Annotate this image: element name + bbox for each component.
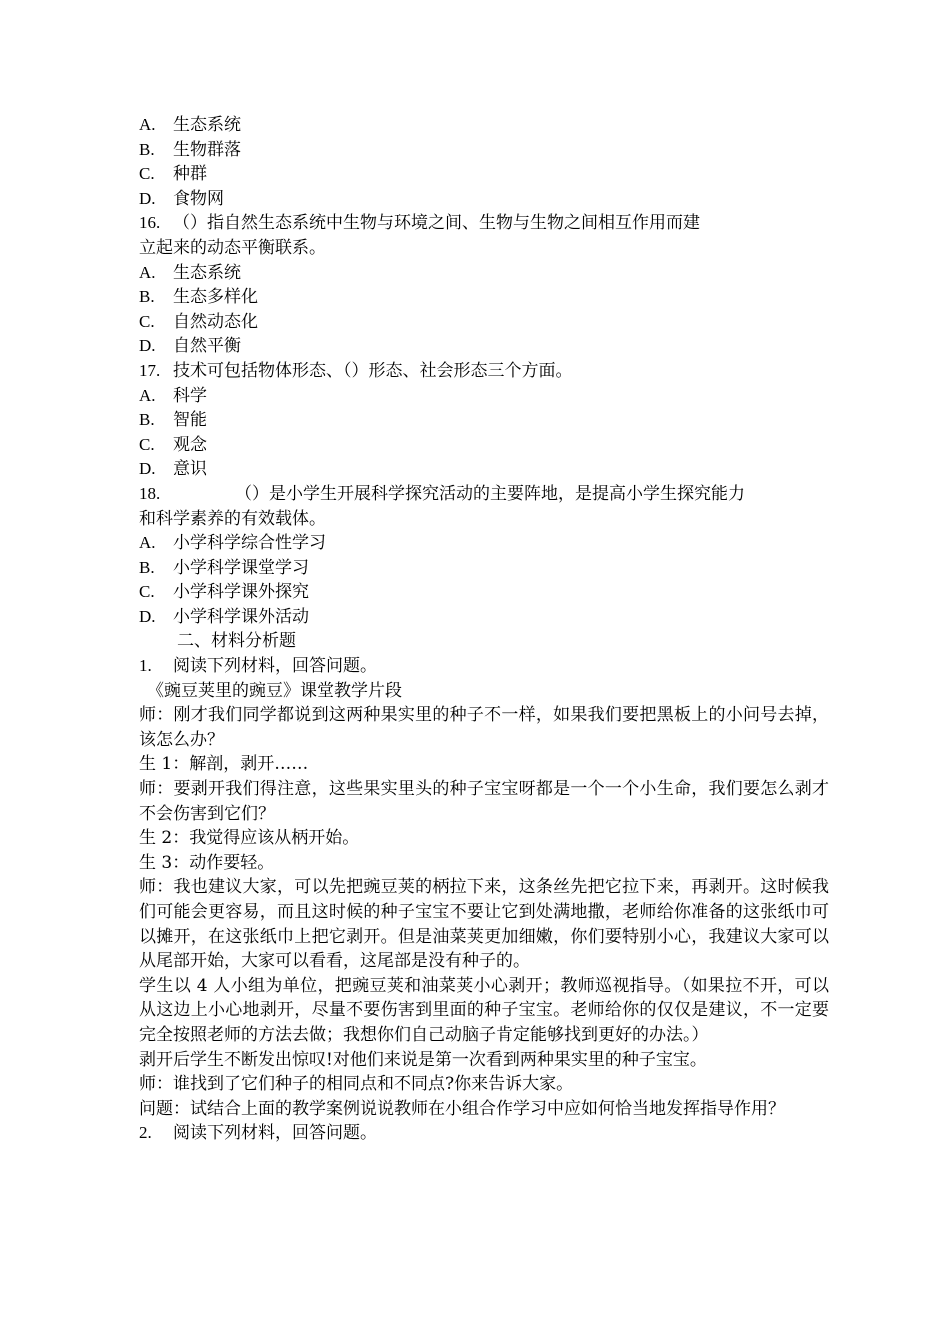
option-letter: C. [139,434,155,454]
option-text: 生物群落 [173,139,241,160]
option-text: 生态多样化 [173,287,258,308]
q18-option-b [139,556,829,581]
q16-stem [139,211,829,236]
option-letter: C. [139,582,155,602]
option-text: 自然动态化 [173,311,258,332]
q18-option-d [139,605,829,630]
question-stem-line: 立起来的动态平衡联系。 [139,237,326,258]
dialogue-paragraph: 生 1：解剖，剥开…… [139,754,309,775]
option-letter: A. [139,262,156,282]
q18-stem [139,482,829,507]
question-17 [139,359,829,482]
dialogue-paragraph: 师：要剥开我们得注意，这些果实里头的种子宝宝呀都是一个一个小生命，我们要怎么剥才不会伤害到它们？ [139,779,829,824]
dialogue-paragraph: 师：谁找到了它们种子的相同点和不同点?你来告诉大家。 [139,1074,574,1095]
section-material-analysis [139,629,829,1145]
q16-option-a [139,261,829,286]
item-number: 2. [139,1123,152,1143]
material-item-1-prompt [139,654,829,679]
item-number: 1. [139,656,152,676]
q17-option-d [139,457,829,482]
q16-option-c [139,310,829,335]
option-letter: B. [139,557,155,577]
q16-option-b [139,285,829,310]
option-letter: D. [139,188,156,208]
option-letter: C. [139,311,155,331]
q17-option-c [139,433,829,458]
option-text: 观念 [173,434,207,455]
q15-option-d [139,187,829,212]
q18-stem-continued [139,507,829,532]
dialogue-paragraph: 生 3：动作要轻。 [139,852,275,873]
question-stem-line: （）是小学生开展科学探究活动的主要阵地，是提高小学生探究能力 [235,483,745,504]
option-text: 生态系统 [173,262,241,283]
option-text: 食物网 [173,188,224,209]
dialogue-paragraph: 师：我也建议大家，可以先把豌豆荚的柄拉下来，这条丝先把它拉下来，再剥开。这时候我们可能会更容易，而且这时候的种子宝宝不要让它到处满地撒，老师给你准备的这张纸巾可以摊开，在这张纸巾上把它剥开。但是油菜荚更加细嫩，你们要特别小心，我建议大家可以从尾部开始，大家可以看看，这尾部是没有种子的。 [139,877,829,972]
option-text: 种群 [173,164,207,185]
question-18 [139,482,829,630]
option-text: 小学科学课堂学习 [173,557,309,578]
dialogue-paragraph: 剥开后学生不断发出惊叹!对他们来说是第一次看到两种果实里的种子宝宝。 [139,1049,707,1070]
option-letter: B. [139,287,155,307]
question-stem-line: 技术可包括物体形态、（）形态、社会形态三个方面。 [173,360,573,381]
option-letter: C. [139,164,155,184]
option-letter: A. [139,115,156,134]
q16-stem-continued [139,236,829,261]
option-letter: A. [139,533,156,553]
option-text: 小学科学课外活动 [173,606,309,627]
option-letter: D. [139,606,156,626]
question-number: 18. [139,483,161,503]
option-text: 科学 [173,385,207,406]
q15-option-c [139,162,829,187]
question-number: 16. [139,213,161,233]
section-heading: 二、材料分析题 [177,631,296,652]
option-text: 小学科学综合性学习 [173,533,326,554]
option-text: 小学科学课外探究 [173,582,309,603]
q15-option-a [139,113,829,138]
option-text: 生态系统 [173,115,241,135]
q15-option-b [139,138,829,163]
item-text: 阅读下列材料，回答问题。 [173,1123,377,1144]
q18-option-a [139,531,829,556]
option-letter: B. [139,410,155,430]
item-text: 阅读下列材料，回答问题。 [173,656,377,677]
dialogue-paragraph: 师：刚才我们同学都说到这两种果实里的种子不一样，如果我们要把黑板上的小问号去掉，该怎么办？ [139,705,829,750]
question-16 [139,211,829,359]
option-letter: A. [139,385,156,405]
question-stem-line: （）指自然生态系统中生物与环境之间、生物与生物之间相互作用而建 [173,213,700,234]
q17-option-b [139,408,829,433]
material-item-2-prompt [139,1121,829,1146]
option-text: 智能 [173,410,207,431]
question-number: 17. [139,360,161,380]
option-letter: D. [139,459,156,479]
question-paragraph: 问题：试结合上面的教学案例说说教师在小组合作学习中应如何恰当地发挥指导作用？ [139,1098,785,1119]
question-stem-line: 和科学素养的有效载体。 [139,508,326,529]
q15-options [139,113,829,211]
dialogue-paragraph: 生 2：我觉得应该从柄开始。 [139,828,360,849]
dialogue-paragraph: 学生以 4 人小组为单位，把豌豆荚和油菜荚小心剥开；教师巡视指导。（如果拉不开，可以从这边上小心地剥开，尽量不要伤害到里面的种子宝宝。老师给你的仅仅是建议，不一定要完全按照老师的方法去做；我想你们自己动脑子肯定能够找到更好的办法。） [139,975,829,1045]
q16-option-d [139,334,829,359]
option-text: 意识 [173,459,207,480]
document-body [139,113,829,1146]
q18-option-c [139,580,829,605]
option-letter: B. [139,139,155,159]
q17-option-a [139,384,829,409]
option-letter: D. [139,336,156,356]
option-text: 自然平衡 [173,336,241,357]
q17-stem [139,359,829,384]
material-title: 《豌豆荚里的豌豆》课堂教学片段 [147,680,402,701]
